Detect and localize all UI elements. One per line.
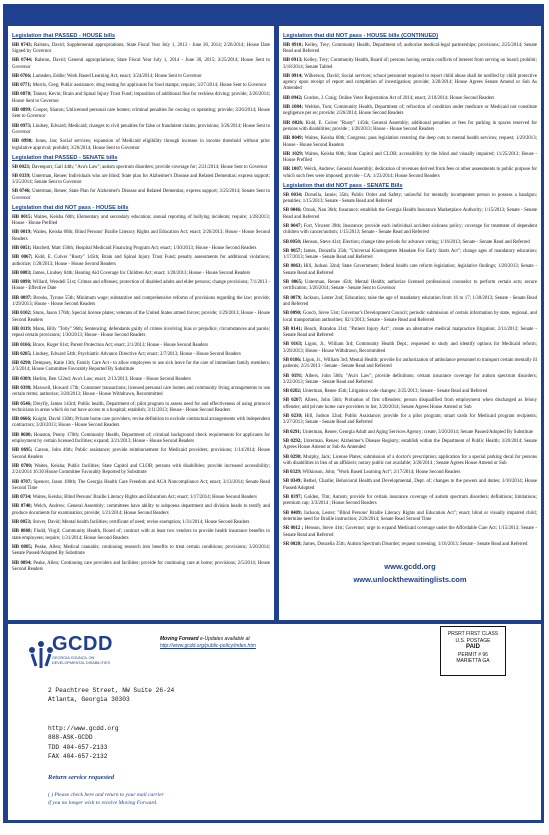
bill-description: Weldon, Tom; Community Health, Department of; refraction of condition under medicare or Medicaid not constitute negligence per se; provide; 2/26/2014; House Second Readers (283, 105, 538, 117)
return-service-note: Return service requested (48, 774, 115, 781)
bill-description: Jones, Jan; Social services; expansion of Medicaid eligibility through increase in income threshold without prior legislative approval; prohibit; 3/26/2014; House Sent to Governor (12, 139, 270, 151)
bill-number: SB 0230; (283, 414, 303, 420)
bill-description: Kelley, Trey; Community Health, Department of; authorize medical-legal partnerships; provisions; 2/25/2014; Senate Read and Referred (283, 42, 537, 54)
legislation-entry (12, 495, 270, 501)
bill-description: Lindsey, Edward 54th; Psychiatric Advance Directive Act; enact; 2/7/2013; House - House Second Readers (31, 351, 241, 357)
bill-description: Waites, Keisha; Blind Persons' Braille Literacy Rights and Education Act; enact; 1/17/2014; House Second Readers (31, 495, 257, 501)
legislation-entry (12, 561, 270, 574)
bill-description: Ligon, Jr., William 3rd; Mental Health; provide for authorization of ambulance personnel to transport certain mentally ill patients; 2/21/2013 - Senate - Senate Read and Referred (283, 357, 537, 370)
bill-description: Stuns, Jason 176th; Special license plates; veterans of the United States armed forces; provide; 1/29/2013; House - House Second Readers (12, 311, 270, 323)
bill-description: Hatchett, Matt 150th; Hospital Medicaid Financing Program Act; enact; 1/30/2013; House - House Second Readers (31, 245, 257, 251)
logo-subtitle: GEORGIA COUNCIL ON DEVELOPMENTAL DISABILITIES (52, 656, 111, 665)
legislation-entry (12, 58, 270, 71)
bill-description: Mann, Billy "Toby" 96th; Sentencing; defendants guilty of crimes involving bias or prejudice; circumstances and parole; repeal certain provisions; 1/30/2013; House - House Second Readers (12, 326, 271, 339)
bill-number: HB 0740; (12, 504, 33, 510)
bill-description: Gooch, Steve 51st; Governor's Development Council; periodic submission of certain information by state, regional, and local transportation authorities; 02/1/2013; Senate - Senate Read and Referred (283, 311, 537, 323)
bill-number: HB 1084; (283, 105, 303, 111)
bill-description: Gordon, J. Craig; Online Voter Registration Act of 2014; enact; 2/10/2014; House Second Readers (302, 95, 495, 101)
website[interactable]: http://www.gcdd.org (48, 725, 119, 732)
bill-description: Henson, Steve 41st; Election; change time periods for advance voting; 1/16/2013; Senate - Senate Read and Referred (301, 239, 530, 245)
legislation-entry (12, 246, 270, 252)
bill-number: HB 0695; (12, 448, 33, 454)
postage-paid: PAID (466, 644, 480, 650)
bill-description: Ralston, David; Supplemental appropriations; State Fiscal Year July 1, 2013 - June 30, 2014; 2/26/2014; House Date Signed by Governor (12, 42, 270, 54)
bill-number: HB 0914; (283, 73, 303, 79)
bill-number: HB 0398; (12, 385, 32, 391)
legislation-entry (12, 480, 270, 493)
bill-description: James, Donzella 35th; Autism Spectrum Disorder; request screening; 1/16/2013; Senate - Senate Read and Referred (301, 541, 528, 547)
bill-description: Kelley, Trey; Community Health, Board of; persons having certain conflicts of interest from serving on board; prohibit; 3/18/2014; Senate Tabled (283, 58, 537, 70)
bill-number: SB 0746; (12, 189, 31, 195)
legislation-entry (12, 92, 270, 105)
bill-number: SB 0034; (283, 192, 303, 198)
bill-description: Unterman, Renee 45th; Mental Health; authorize licensed professional counselor to perform certain acts; secure certification; 3/26/2014; Senate - Senate Sent to Governor (283, 280, 537, 292)
bill-number: HB 0899; (12, 108, 32, 114)
bill-description: Brooks, Tyrone 55th; Minimum wage; substantive and comprehensive reforms of provisions regarding the law; provide; 1/29/2013; House - House Second Readers (12, 295, 270, 308)
bill-number: SB 0339; (12, 173, 31, 179)
bill-description: Unterman, Renee; Individuals who are blind; State plan for Alzheimer's Disease and Related Dementias; express support; 3/25/2014; Senate Sent to Governor (12, 173, 271, 186)
legislation-entry (283, 280, 537, 293)
legislation-entry (12, 174, 270, 187)
legislation-entry (283, 121, 537, 134)
bill-description: Welch, Andrew; General Assembly; committees have ability to subpoena department and division heads to testify and produce documents for examination; provide; 1/21/2014; House Second Readers (12, 504, 270, 516)
bill-number: SB 0063; (283, 264, 302, 270)
section-heading-passed-senate: Legislation that PASSED - SENATE bills (12, 154, 118, 161)
bill-number: SB 0079; (283, 295, 302, 301)
section-heading-passed-house: Legislation that PASSED - HOUSE bills (12, 33, 116, 39)
phone: 888-ASK-GCDD (48, 734, 93, 742)
bill-description: Beach, Brandon 21st; "Patient Injury Act"; create an alternative medical malpractice litigation; 2/11/2013; Senate - Senate Read and Referred (283, 326, 537, 339)
bill-number: HB 0102; (12, 311, 32, 317)
legislation-entry (12, 189, 270, 202)
logo-text: GCDD (52, 633, 113, 655)
bill-number: HB 0083; (12, 270, 32, 276)
bill-description: Kidd, E. Culver "Rusty" 145th; General Assembly; additional penalties or fees for parking in spaces reserved for persons with disabilities; provide ; 1/28/2013; House - House Second Readers (283, 120, 537, 132)
bill-description: Unterman, Renee; Georgia Adult and Aging Services Agency; create; 3/20/2014; Senate Passed/Adopted By Substitute (301, 429, 534, 435)
legislation-entry (283, 495, 537, 508)
legislation-entry (12, 402, 270, 415)
legislation-entry (12, 271, 270, 277)
bill-number: HB 0973; (12, 123, 32, 129)
section-heading-not-passed-house-continued: Legislation that did NOT pass - HOUSE bills (CONTINUED) (283, 33, 439, 39)
bill-number: SB 0163; (283, 342, 303, 348)
bill-number: SB 0298; (283, 454, 302, 460)
legislation-entry (283, 167, 537, 180)
passed-senate-list (12, 165, 270, 202)
bill-number: HB 0119; (12, 326, 32, 332)
legislation-entry (12, 448, 270, 461)
bill-number: HB 0546; (12, 401, 32, 407)
bill-number: HB 0743; (12, 42, 33, 48)
bill-number: SB 0409; (283, 510, 303, 516)
bill-description: Ralston, David; General appropriations; State Fiscal Year July 1, 2014 - June 30, 2015; 3/25/2014; House Sent to Governor (12, 58, 270, 70)
legislation-entry (283, 105, 537, 118)
bill-description: Golden, Tim; Autism; provide for certain insurance coverage of autism spectrum disorders; definitions; limitations; premium cap; 3/3/2014 ; House Second Readers (283, 495, 537, 507)
bill-description: Dorsella, Jamie; 35th; Public Order and Safety; unlawful for mentally incompetent person to possess a handgun; penalties; 1/15/2013; Senate - Senate Read and Referred (283, 192, 537, 205)
bill-description: Waites, Keisha 60th; Blind Persons' Braille Literacy Rights and Education Act; enact; 2/26/2013; House - House Second Readers (12, 230, 270, 242)
legislation-entry (283, 311, 537, 324)
bill-number: HB 0868; (12, 529, 33, 535)
bill-description: Henson, Steve 41st; Governor; urge to expand Medicaid coverage under the Affordable Care Act; 1/15/2013; Senate - Senate Read and Referred (283, 526, 537, 538)
legislation-entry (12, 386, 270, 399)
legislation-entry (283, 455, 537, 468)
bill-number: HB 0853; (12, 520, 32, 526)
address-line-1: 2 Peachtree Street, NW Suite 26-24 (48, 687, 175, 694)
bill-number: SB 0023; (12, 164, 31, 170)
bill-number: HB 0290; (12, 361, 32, 367)
address-line-2: Atlanta, Georgia 30303 (48, 696, 130, 704)
bill-description: Peake, Allen; Continuing care providers and facilities; provide for continuing care at home; provisions; 2/5/2014; House Second Readers (12, 560, 270, 572)
bill-number: HB 0894; (12, 560, 32, 566)
bill-description: Welch, Andrew; General Assembly; dedication of revenues derived from fees or other assessments to public purpose for which such fees were imposed; provide - CA; 1/23/2014; House Second Readers (283, 167, 538, 179)
legislation-entry (283, 342, 537, 355)
bill-description: Tanner, Kevin; Brain and Spinal Injury Trust Fund; imposition of additional fine for reckless driving; provide; 3/26/2014; House Sent to Governor (12, 92, 270, 104)
bill-description: Dempsey, Katie 13th; Family Care Act - to allow employees to use sick leave for the care of immediate family members; 2/3/2014; House Committee Favorably Reported By Substitute (12, 361, 270, 373)
bill-description: Waites, Keisha 60th; Congress; pass legislation restoring the deep cuts to mental health services; request; 1/29/2013; House - House Second Readers (283, 136, 537, 148)
moving-forward-text: e-Updates available at (198, 636, 250, 642)
legislation-entry (283, 249, 537, 262)
bill-number: HB 0707; (12, 479, 32, 485)
legislation-entry (283, 264, 537, 277)
bill-number: SB 0207; (283, 398, 303, 404)
bill-description: Maxwell, Howard 17th; Consumer transactions; licensed personal care homes and community living arrangements to use certain terms; authorize; 3/28/2013; House - House Withdrawn, Recommitted (12, 385, 270, 398)
bill-description: Unterman, Renee; State Plan for Alzheimer's Disease and Related Dementias; express support; 3/25/2014; Senate Sent to Governor (12, 189, 270, 201)
opt-out-line-2: if you no longer wish to receive Moving Forward. (48, 799, 158, 806)
bill-number: HB 0771; (12, 83, 32, 89)
bill-number: HB 0913; (283, 58, 303, 64)
bill-number: SB 0191; (283, 373, 303, 379)
moving-forward-note (160, 636, 320, 650)
legislation-entry (12, 124, 270, 137)
bill-number: HB 0205; (12, 351, 32, 357)
bill-description: Jackson, Lester 2nd; Education; raise the age of mandatory education from 16 to 17; 1/30/2013; Senate - Senate Read and Referred (283, 295, 537, 307)
postage-class: PRSRT FIRST CLASS (447, 631, 499, 637)
bill-number: SB 0047; (283, 223, 302, 229)
not-passed-house-list (12, 215, 270, 573)
bill-description: Wilkinson, John; "Work Based Learning Act"; 2/17/2014; House Second Readers (301, 470, 461, 476)
bill-number: SB 0397; (283, 495, 303, 501)
url-block (283, 562, 537, 584)
legislation-entry (283, 511, 537, 524)
legislation-entry (283, 439, 537, 452)
section-heading-not-passed-senate: Legislation that did NOT pass - SENATE Bills (283, 183, 403, 190)
bill-description: Harbin, Ben 122nd; Ava's Law; enact; 2/13/2013; House - House Second Readers (31, 376, 191, 382)
legislation-entry (283, 398, 537, 411)
bill-description: Hill, Judson 32nd; Public Assistance; provide for a pilot program; smart cards for Medicaid program recipients; 2/27/2013; Senate - Senate Read and Referred (283, 414, 537, 426)
bill-number: HB 0990; (12, 139, 33, 145)
bill-description: Spencer, Jason 180th; The Georgia Health Care Freedom and ACA Noncompliance Act; enact; 3/13/2014; Senate Read Second Time (12, 479, 271, 491)
legislation-entry (283, 58, 537, 71)
legislation-entry (12, 545, 270, 558)
legislation-entry (283, 136, 537, 149)
legislation-entry (283, 358, 537, 371)
postage-indicia (440, 626, 506, 676)
bill-number: SB 0349; (283, 479, 302, 485)
legislation-entry (283, 193, 537, 206)
section-heading-not-passed-house: Legislation that did NOT pass - HOUSE bills (12, 205, 129, 212)
legislation-entry (283, 430, 537, 436)
bill-number: HB 0015; (12, 214, 33, 220)
bill-description: Ornok, Nan 36th; Insurance; establish the Georgia Health Insurance Marketplace Authority; 1/15/2013; Senate - Senate Read and Referred (283, 208, 537, 220)
postage-city: MARIETTA GA (456, 658, 490, 665)
legislation-entry (12, 83, 270, 89)
bill-number: HB 0910; (283, 42, 303, 48)
bill-description: Kidd, E. Culver "Rusty" 145th; Brain and Spinal Injury Trust Fund; penalty assessments for additional violations; authorize; 1/28/2013; House - House Second Readers (12, 255, 270, 267)
bill-number: SB 0065; (283, 280, 303, 286)
legislation-entry (12, 504, 270, 517)
bill-number: HB 0885; (12, 544, 33, 550)
bill-number: SB 0202; (283, 389, 302, 395)
postage-country: U.S. POSTAGE (455, 637, 491, 644)
right-column (279, 26, 541, 620)
legislation-entry (283, 96, 537, 102)
bill-number: HB 0666; (12, 417, 32, 423)
bill-description: Peake, Allen; Medical cannabis; continuing research into benefits to treat certain conditions; provisions; 3/20/2014; Senate Passed/Adopted By Substitute (12, 544, 270, 557)
legislation-entry (283, 526, 537, 539)
bill-description: Knight, David 130th; Private home care providers; revise definition to exclude contractual arrangements with independent contractors; 3/20/2013; House - House Second Readers (12, 417, 270, 429)
bill-description: Cooper, Sharon; Unlicensed personal care homes; criminal penalties for owning or operating; provide; 3/26/2014; House Sent to Governor (12, 108, 270, 120)
legislation-entry (283, 296, 537, 309)
legislation-entry (283, 374, 537, 387)
bill-number: HB 0098; (12, 280, 32, 286)
legislation-entry (283, 470, 537, 476)
legislation-entry (12, 139, 270, 152)
bill-number: SB 0090; (283, 311, 302, 317)
legislation-entry (12, 108, 270, 121)
legislation-entry (12, 230, 270, 243)
bill-number: HB 0309; (12, 376, 32, 382)
bill-description: Waites, Keisha; Public facilities; State Capitol and CLOB; persons with disabilities; provide increased accessibility; 2/24/2014 16:30 House Committee Favorably Reported by Substitute (12, 463, 271, 476)
legislation-entry (12, 529, 270, 542)
fax: FAX 404-657-2132 (48, 752, 108, 760)
legislation-entry (12, 255, 270, 268)
bill-description: Unterman, Renee; Alzheimer's Disease Registry; establish within the Department of Public Health; 3/20/2014; Senate Agrees House Amend or Sub As Amended (283, 438, 538, 451)
bill-number: SB 0186; (283, 357, 302, 363)
bill-description: Hill, Judson 32nd; State Government; federal health care reform legislation; legislative findings; 1/28/2013; Senate - Senate Read and Referred (283, 264, 537, 276)
bill-description: Unterman, Renee 45th; Litigation code changes; 2/25/2013; Senate - Senate Read and Referred (301, 389, 488, 395)
opt-out-line-1: ( ) Please check here and return to your mail carrier (48, 792, 164, 798)
bill-number: HR 0026; (283, 120, 304, 126)
bill-number: SR 0012 ; (283, 526, 304, 532)
bill-description: Fort, Vincent 39th; Insurance; provide each individual accident sickness policy; coverage for treatment of dependent children with cancer/autism; 1/15/2013; Senate - Senate Read and Referred (283, 223, 537, 236)
bill-number: HB 0700; (12, 463, 33, 469)
bill-description: Willard, Wendell 51st; Crimes and offenses; protection of disabled adults and elder persons; change provisions; 7/1/2013 - House - Effective Date (12, 280, 271, 292)
opt-out-note (48, 792, 228, 807)
contact-info (48, 724, 119, 761)
legislation-entry (12, 311, 270, 324)
left-column (8, 26, 274, 620)
bill-description: Morris, Greg; Public assistance; drug testing for applicants for food stamps; require; 3/27/2014; House Sent to Governor (31, 83, 267, 89)
bill-description: Albers, John 56th; "Ava's Law"; provide definitions; certain insurance coverage for autism spectrum disorders; 2/22/2013; Senate - Senate Read and Referred (283, 373, 538, 385)
tdd: TDD 404-657-2133 (48, 743, 108, 751)
legislation-entry (283, 414, 537, 427)
return-address (48, 686, 174, 705)
bill-number: HR 0049; (283, 136, 304, 142)
bill-number: SB 0291; (283, 429, 302, 435)
bill-description: Dreyfly, James 143rd; Public health, Department of; pilot program to assess need for and effectiveness of using protocol technicians in areas which do not have access to a hospital; establish; 3/11/2013; House - House Second Readers (12, 401, 270, 413)
bill-number: SB 0057; (283, 248, 302, 254)
legislation-entry (283, 389, 537, 395)
bill-number: HB 0734; (12, 495, 32, 501)
bill-description: Waites, Keisha 60th; State Capitol and CLOB; accessibility by the blind and visually impaired; 11/25/2013; House - House Prefiled (283, 151, 538, 164)
legislation-entry (283, 152, 537, 165)
bill-description: Jackson, Lester; "Blind Persons' Braille Literacy Rights and Education Act"; enact; blind or visually impaired child; determine need for Braille instruction; 2/26/2014; Senate Read Second Time (283, 510, 538, 522)
legislation-entry (283, 74, 537, 93)
bill-description: Albers, John 56th; Probation of first offenders; person disqualified from employment when discharged as felony offender; add private home care providers to list; 3/20/2014; Senate Agrees House Amend or Sub (283, 398, 537, 410)
unlock-waiting-lists-link[interactable]: www.unlockthewaitinglists.com (353, 575, 467, 585)
legislation-entry (12, 165, 270, 171)
legislation-entry (12, 361, 270, 374)
bill-number: SR 0020; (283, 541, 302, 547)
legislation-entry (283, 208, 537, 221)
legislation-entry (12, 215, 270, 228)
bill-description: Fludd, Virgil; Community Health, Board of; contract with at least two vendors to provide health insurance benefits to state employees; require; 1/31/2014; House Second Readers (12, 529, 270, 541)
bill-number: SB 0141; (283, 326, 303, 332)
bill-number: HR 1029; (283, 151, 304, 157)
mailing-panel (8, 624, 541, 820)
legislation-entry (283, 479, 537, 492)
legislation-entry (12, 352, 270, 358)
bill-number: HB 0051; (12, 245, 32, 251)
bill-description: Bruce, Roger 61st; Parent Protection Act; enact; 2/1/2013; House - House Second Readers (31, 342, 209, 348)
bill-description: Houston, Penny 170th; Community Health, Department of; criminal background check requirements for applicants for employment by certain licensed facilities; expand; 3/21/2013; House - House Second Readers (12, 432, 270, 445)
bill-description: Lindsey, Edward; Medicaid; changes to civil penalties for false or fraudulent claims; provisions; 3/26/2014; House Sent to Governor (12, 123, 271, 135)
bill-description: Murphy, Jack; License Plates; submission of a doctor's prescription; application for a special parking decal for persons with disabilities in lieu of an affidavit; notary public not available; 3/20/2014 ; Senate Agrees House Amend or Sub (283, 454, 537, 466)
legislation-entry (12, 433, 270, 446)
bill-number: HR 1007; (283, 167, 303, 173)
bill-description: James, Donzella 35th; "Universal Kindergarten Mandate For Early Starts Act"; change ages of mandatory education; 1/17/2013; Senate - Senate Read and Referred (283, 248, 538, 261)
not-passed-house-continued-list (283, 43, 537, 180)
public-policy-link[interactable]: http://www.gcdd.org/public-policy/index.htm (160, 642, 256, 649)
bill-description: Carson, John 46th; Public assistance; provide reimbursement for Medicaid providers; provisions; 1/14/2014; House Second Readers (12, 448, 271, 460)
not-passed-senate-list (283, 193, 537, 548)
bill-description: Lumsden, Eddie; Work Based Learning Act; enact; 3/24/2014; House Sent to Governor (31, 73, 202, 79)
legislation-entry (12, 377, 270, 383)
legislation-entry (283, 542, 537, 548)
legislation-entry (12, 280, 270, 293)
bill-number: SB 0046; (283, 208, 302, 214)
legislation-entry (12, 74, 270, 80)
bill-number: HB 0019; (12, 230, 32, 236)
legislation-entry (12, 43, 270, 56)
legislation-entry (283, 43, 537, 56)
bill-number: HB 0680; (12, 432, 33, 438)
legislation-entry (12, 327, 270, 340)
legislation-entry (12, 464, 270, 477)
bill-number: SB 0292; (283, 438, 302, 444)
bill-description: Stover, David; Mental health facilities; certificate of need; revise exemption; 1/31/2014; House Second Readers (31, 520, 250, 526)
moving-forward-title: Moving Forward (160, 636, 199, 642)
bill-number: HB 0942; (283, 95, 303, 101)
legislation-entry (12, 417, 270, 430)
bill-number: HB 0744; (12, 58, 33, 64)
legislation-entry (283, 224, 537, 237)
bill-description: Davenport, Gail 44th; "Ava's Law"; autism spectrum disorders; provide coverage for; 2/21/2014; House Sent to Governor (30, 164, 268, 170)
bill-description: Wilkerson, David; Social services; school personnel required to report child abuse shall be notified by child protective agency upon receipt of report and completion of investigation; provide; 3/20/2014; House Agrees Senate Amend or Sub As Amended (283, 73, 537, 92)
bill-number: HB 0067; (12, 255, 33, 261)
legislation-entry (283, 240, 537, 246)
legislation-entry (12, 296, 270, 309)
gcdd-link[interactable]: www.gcdd.org (384, 562, 436, 572)
bill-number: HB 0870; (12, 92, 32, 98)
bill-number: HB 0766; (12, 73, 32, 79)
bill-description: Waites, Keisha 60th; Elementary and secondary education; annual reporting of bullying incidents; require; 1/28/2013; House - House Prefiled (12, 214, 271, 227)
bill-number: SB 0329; (283, 470, 302, 476)
bill-number: HB 0097; (12, 295, 32, 301)
postage-permit: PERMIT # 96 (458, 651, 488, 658)
bill-description: Ligon, Jr., William 3rd; Community Health Dept.; requested to study and identify options for Medicaid reform; 3/28/2013; House - House Withdrawn, Recommitted (283, 342, 538, 354)
passed-house-list (12, 43, 270, 152)
bill-number: HB 0166; (12, 342, 32, 348)
legislation-entry (283, 327, 537, 340)
bill-description: James, Lindsey 64th; Hearing Aid Coverage for Children Act; enact; 1/28/2013; House - House Second Readers (31, 270, 251, 276)
legislation-entry (12, 520, 270, 526)
legislation-entry (12, 343, 270, 349)
bill-number: SB 0050; (283, 239, 302, 245)
bill-description: Bethel, Charlie; Behavioral Health and Developmental, Dept. of; changes to the powers and duties; 3/10/2014; House Passed/Adopted (283, 479, 537, 491)
page-frame (3, 4, 544, 823)
